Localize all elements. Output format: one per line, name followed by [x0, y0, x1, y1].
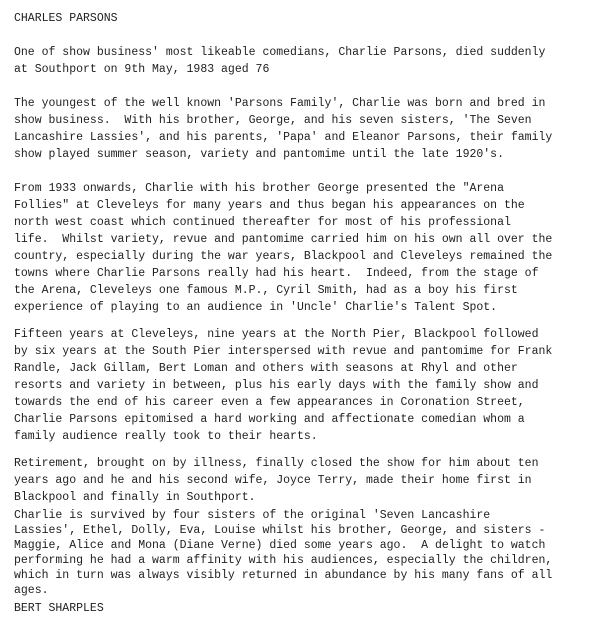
paragraph-4-line-6: Charlie Parsons epitomised a hard working and affectionate comedian whom a	[14, 413, 525, 426]
paragraph-6-line-5: which in turn was always visibly returned in abundance by his many fans of all	[14, 569, 553, 582]
paragraph-6-line-4: performing he had a warm affinity with his audiences, especially the children,	[14, 554, 553, 567]
paragraph-4-line-3: Randle, Jack Gillam, Bert Loman and others with seasons at Rhyl and other	[14, 362, 518, 375]
signature: BERT SHARPLES	[14, 602, 104, 615]
paragraph-3-line-7: the Arena, Cleveleys one famous M.P., Cyril Smith, had as a boy his first	[14, 284, 518, 297]
paragraph-4-line-2: by six years at the South Pier interspersed with revue and pantomime for Frank	[14, 345, 553, 358]
paragraph-3-line-6: towns where Charlie Parsons really had his heart. Indeed, from the stage of	[14, 267, 539, 280]
paragraph-6-line-2: Lassies', Ethel, Dolly, Eva, Louise whilst his brother, George, and sisters -	[14, 524, 546, 537]
paragraph-6-line-6: ages.	[14, 584, 49, 597]
paragraph-4-line-7: family audience really took to their hearts.	[14, 430, 318, 443]
paragraph-2-line-2: show business. With his brother, George, and his seven sisters, 'The Seven	[14, 114, 532, 127]
paragraph-1-line-1: One of show business' most likeable comedians, Charlie Parsons, died suddenly	[14, 46, 546, 59]
paragraph-5-line-1: Retirement, brought on by illness, finally closed the show for him about ten	[14, 457, 539, 470]
paragraph-4-line-4: resorts and variety in between, plus his early days with the family show and	[14, 379, 539, 392]
paragraph-2-line-3: Lancashire Lassies', and his parents, 'Papa' and Eleanor Parsons, their family	[14, 131, 553, 144]
paragraph-3-line-1: From 1933 onwards, Charlie with his brother George presented the "Arena	[14, 182, 504, 195]
paragraph-3-line-4: life. Whilst variety, revue and pantomime carried him on his own all over the	[14, 233, 553, 246]
paragraph-6-line-3: Maggie, Alice and Mona (Diane Verne) died some years ago. A delight to watch	[14, 539, 546, 552]
obituary-heading: CHARLES PARSONS	[14, 12, 118, 25]
paragraph-1-line-2: at Southport on 9th May, 1983 aged 76	[14, 63, 270, 76]
paragraph-6-line-1: Charlie is survived by four sisters of the original 'Seven Lancashire	[14, 509, 491, 522]
paragraph-4-line-5: towards the end of his career even a few appearances in Coronation Street,	[14, 396, 525, 409]
paragraph-3-line-8: experience of playing to an audience in 'Uncle' Charlie's Talent Spot.	[14, 301, 498, 314]
paragraph-3-line-3: north west coast which continued thereafter for most of his professional	[14, 216, 511, 229]
paragraph-3-line-5: country, especially during the war years, Blackpool and Cleveleys remained the	[14, 250, 553, 263]
paragraph-5-line-3: Blackpool and finally in Southport.	[14, 491, 256, 504]
paragraph-2-line-1: The youngest of the well known 'Parsons Family', Charlie was born and bred in	[14, 97, 546, 110]
paragraph-4-line-1: Fifteen years at Cleveleys, nine years at the North Pier, Blackpool followed	[14, 328, 539, 341]
paragraph-5-line-2: years ago and he and his second wife, Joyce Terry, made their home first in	[14, 474, 532, 487]
paragraph-2-line-4: show played summer season, variety and pantomime until the late 1920's.	[14, 148, 504, 161]
paragraph-3-line-2: Follies" at Cleveleys for many years and thus began his appearances on the	[14, 199, 525, 212]
